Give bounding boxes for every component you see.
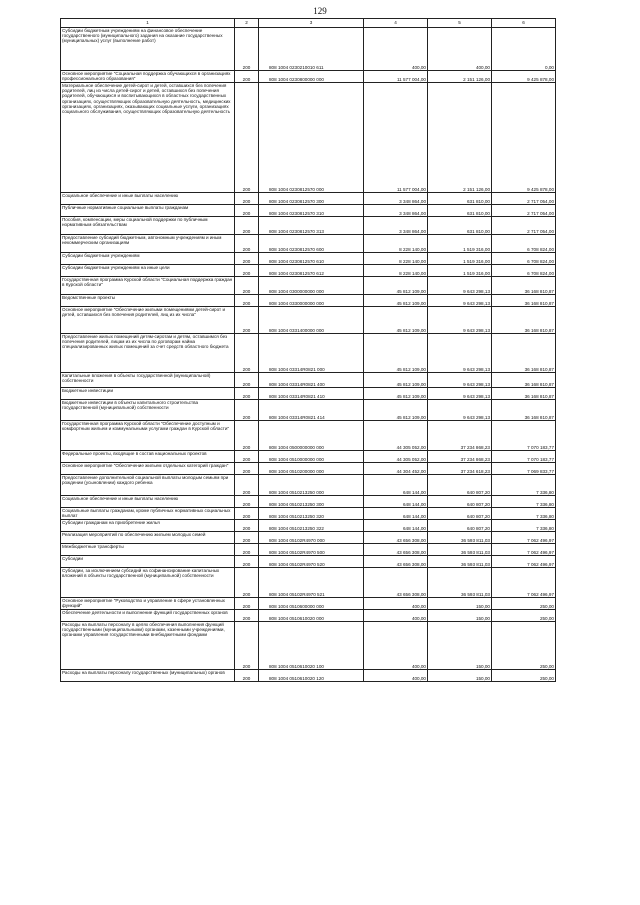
- table-row: [61, 295, 556, 307]
- row-approved: 44 304 452,00: [364, 463, 428, 475]
- table-row: [61, 508, 556, 520]
- row-remaining: 7 070 183,77: [492, 451, 556, 463]
- row-approved: 45 812 109,00: [364, 277, 428, 295]
- row-name: Основное мероприятие "Обеспечение жильем отдельных категорий граждан": [61, 463, 235, 475]
- row-name: Субсидии бюджетным учреждениям: [61, 253, 235, 265]
- row-executed: 36 593 811,03: [428, 544, 492, 556]
- row-executed: 37 234 618,23: [428, 463, 492, 475]
- row-remaining: 7 062 496,97: [492, 532, 556, 544]
- row-name: Предоставление субсидий бюджетным, автономным учреждениям и иным некоммерческим организациям: [61, 235, 235, 253]
- row-name: Социальное обеспечение и иные выплаты населению: [61, 496, 235, 508]
- row-executed: 400,00: [428, 28, 492, 71]
- row-ministry-code: 200: [235, 475, 259, 496]
- row-name: Субсидии гражданам на приобретение жилья: [61, 520, 235, 532]
- row-ministry-code: 200: [235, 388, 259, 400]
- table-row: [61, 532, 556, 544]
- row-remaining: 2 717 054,00: [492, 205, 556, 217]
- header-cell: 6: [492, 19, 556, 28]
- row-budget-code: 808 1004 0230812570 600: [259, 235, 364, 253]
- table-row: [61, 205, 556, 217]
- row-ministry-code: 200: [235, 463, 259, 475]
- row-name: Публичные нормативные социальные выплаты гражданам: [61, 205, 235, 217]
- row-budget-code: 808 1004 0230812570 610: [259, 253, 364, 265]
- row-approved: 648 144,00: [364, 508, 428, 520]
- row-remaining: 36 168 810,87: [492, 307, 556, 334]
- row-approved: 45 812 109,00: [364, 295, 428, 307]
- row-ministry-code: 200: [235, 205, 259, 217]
- row-approved: 400,00: [364, 622, 428, 670]
- row-budget-code: 808 1004 0230812570 300: [259, 193, 364, 205]
- row-ministry-code: 200: [235, 71, 259, 83]
- row-budget-code: 808 1004 05102R4970 520: [259, 556, 364, 568]
- row-name: Государственная программа Курской области "Обеспечение доступным и комфортным жильем и коммунальными услугами граждан в Курской области": [61, 421, 235, 451]
- table-row: [61, 235, 556, 253]
- row-budget-code: 808 1004 0510610020 000: [259, 610, 364, 622]
- row-name: Основное мероприятие "Социальная поддержка обучающихся в организациях профессионального образования": [61, 71, 235, 83]
- row-approved: 8 228 140,00: [364, 235, 428, 253]
- page-number: 129: [313, 6, 327, 16]
- table-row: [61, 334, 556, 373]
- table-row: [61, 421, 556, 451]
- table-row: [61, 451, 556, 463]
- row-name: Федеральные проекты, входящие в состав национальных проектов: [61, 451, 235, 463]
- row-ministry-code: 200: [235, 253, 259, 265]
- row-ministry-code: 200: [235, 520, 259, 532]
- row-approved: 43 656 308,00: [364, 568, 428, 598]
- row-executed: 631 810,00: [428, 217, 492, 235]
- row-approved: 11 577 004,00: [364, 71, 428, 83]
- row-budget-code: 808 1004 0510200000 000: [259, 463, 364, 475]
- row-remaining: 36 168 810,87: [492, 277, 556, 295]
- row-remaining: 250,00: [492, 598, 556, 610]
- row-executed: 640 807,20: [428, 508, 492, 520]
- row-executed: 9 643 298,13: [428, 307, 492, 334]
- row-budget-code: 808 1004 03314R0821 410: [259, 388, 364, 400]
- row-budget-code: 808 1004 05102R4970 500: [259, 544, 364, 556]
- table-row: [61, 520, 556, 532]
- row-remaining: 250,00: [492, 610, 556, 622]
- row-budget-code: 808 1004 0230800000 000: [259, 71, 364, 83]
- row-name: Обеспечение деятельности и выполнение функций государственных органов: [61, 610, 235, 622]
- row-executed: 36 593 811,03: [428, 532, 492, 544]
- row-ministry-code: 200: [235, 556, 259, 568]
- row-name: Основное мероприятие "Обеспечение жилыми помещениями детей-сирот и детей, оставшихся без попечения родителей, лиц из их числа": [61, 307, 235, 334]
- row-remaining: 0,00: [492, 28, 556, 71]
- row-budget-code: 808 1004 03314R0821 414: [259, 400, 364, 421]
- row-approved: 45 812 109,00: [364, 400, 428, 421]
- row-name: Субсидии: [61, 556, 235, 568]
- table-row: [61, 496, 556, 508]
- row-approved: 45 812 109,00: [364, 388, 428, 400]
- row-ministry-code: 200: [235, 568, 259, 598]
- row-name: Социальное обеспечение и иные выплаты населению: [61, 193, 235, 205]
- row-executed: 2 151 126,00: [428, 71, 492, 83]
- row-remaining: 7 336,80: [492, 475, 556, 496]
- row-executed: 9 643 298,13: [428, 277, 492, 295]
- row-executed: 9 643 298,13: [428, 334, 492, 373]
- row-executed: 150,00: [428, 598, 492, 610]
- row-approved: 43 656 308,00: [364, 544, 428, 556]
- row-remaining: 7 336,80: [492, 520, 556, 532]
- row-approved: 44 305 052,00: [364, 451, 428, 463]
- row-executed: 1 519 316,00: [428, 253, 492, 265]
- row-remaining: 2 717 054,00: [492, 193, 556, 205]
- row-budget-code: 808 1004 0500000000 000: [259, 421, 364, 451]
- table-row: [61, 622, 556, 670]
- table-row: [61, 598, 556, 610]
- table-row: [61, 277, 556, 295]
- row-remaining: 7 062 496,97: [492, 568, 556, 598]
- row-budget-code: 808 1004 0300000000 000: [259, 277, 364, 295]
- row-ministry-code: 200: [235, 295, 259, 307]
- row-remaining: 7 336,80: [492, 508, 556, 520]
- row-name: Реализация мероприятий по обеспечению жильем молодых семей: [61, 532, 235, 544]
- row-approved: 45 812 109,00: [364, 334, 428, 373]
- row-budget-code: 808 1004 0230812570 310: [259, 205, 364, 217]
- row-approved: 648 144,00: [364, 520, 428, 532]
- row-executed: 9 643 298,13: [428, 388, 492, 400]
- table-row: [61, 307, 556, 334]
- table-row: [61, 400, 556, 421]
- row-remaining: 36 168 810,87: [492, 388, 556, 400]
- row-remaining: 250,00: [492, 622, 556, 670]
- row-executed: 150,00: [428, 622, 492, 670]
- row-name: Предоставление жилых помещений детям-сиротам и детям, оставшимся без попечения родителей, лицам из их числа по договорам найма специализированных жилых помещений за счет средств областного бюджета: [61, 334, 235, 373]
- row-approved: 45 812 109,00: [364, 307, 428, 334]
- table-row: [61, 475, 556, 496]
- row-executed: 37 234 868,23: [428, 421, 492, 451]
- row-ministry-code: 200: [235, 421, 259, 451]
- row-budget-code: 808 1004 0230812570 000: [259, 83, 364, 193]
- row-ministry-code: 200: [235, 83, 259, 193]
- row-remaining: 36 168 810,87: [492, 400, 556, 421]
- row-executed: 1 519 316,00: [428, 265, 492, 277]
- row-executed: 150,00: [428, 610, 492, 622]
- row-ministry-code: 200: [235, 670, 259, 682]
- row-budget-code: 808 1004 03314R0821 000: [259, 334, 364, 373]
- row-name: Субсидии бюджетным учреждениям на иные цели: [61, 265, 235, 277]
- row-ministry-code: 200: [235, 193, 259, 205]
- table-row: [61, 71, 556, 83]
- row-executed: 631 810,00: [428, 193, 492, 205]
- row-budget-code: 808 1004 0510610020 100: [259, 622, 364, 670]
- row-remaining: 7 062 496,97: [492, 556, 556, 568]
- row-budget-code: 808 1004 05102R4970 000: [259, 532, 364, 544]
- row-budget-code: 808 1004 0230812570 313: [259, 217, 364, 235]
- header-cell: 5: [428, 19, 492, 28]
- row-approved: 400,00: [364, 610, 428, 622]
- row-remaining: 7 069 833,77: [492, 463, 556, 475]
- table-row: [61, 193, 556, 205]
- row-name: Ведомственные проекты: [61, 295, 235, 307]
- row-ministry-code: 200: [235, 544, 259, 556]
- table-row: [61, 670, 556, 682]
- row-executed: 1 519 316,00: [428, 235, 492, 253]
- row-executed: 150,00: [428, 670, 492, 682]
- row-remaining: 6 708 824,00: [492, 235, 556, 253]
- row-approved: 45 812 109,00: [364, 373, 428, 388]
- row-executed: 9 643 298,13: [428, 400, 492, 421]
- row-budget-code: 808 1004 0510213250 322: [259, 520, 364, 532]
- row-ministry-code: 200: [235, 334, 259, 373]
- table-header-row: [61, 19, 556, 28]
- row-ministry-code: 200: [235, 508, 259, 520]
- row-executed: 631 810,00: [428, 205, 492, 217]
- row-ministry-code: 200: [235, 373, 259, 388]
- row-budget-code: 808 1004 0510000000 000: [259, 451, 364, 463]
- row-name: Социальные выплаты гражданам, кроме публичных нормативных социальных выплат: [61, 508, 235, 520]
- row-name: Межбюджетные трансферты: [61, 544, 235, 556]
- row-approved: 648 144,00: [364, 496, 428, 508]
- row-remaining: 7 336,80: [492, 496, 556, 508]
- row-approved: 400,00: [364, 598, 428, 610]
- row-approved: 3 348 864,00: [364, 217, 428, 235]
- row-budget-code: 808 1004 0331400000 000: [259, 307, 364, 334]
- row-executed: 640 807,20: [428, 475, 492, 496]
- row-remaining: 36 168 810,87: [492, 295, 556, 307]
- table-row: [61, 568, 556, 598]
- row-approved: 43 656 308,00: [364, 532, 428, 544]
- row-budget-code: 808 1004 0330000000 000: [259, 295, 364, 307]
- row-approved: 3 348 864,00: [364, 205, 428, 217]
- row-executed: 2 151 126,00: [428, 83, 492, 193]
- row-ministry-code: 200: [235, 598, 259, 610]
- header-cell: 4: [364, 19, 428, 28]
- row-name: Государственная программа Курской области "Социальная поддержка граждан в Курской области": [61, 277, 235, 295]
- row-name: Пособия, компенсации, меры социальной поддержки по публичным нормативным обязательствам: [61, 217, 235, 235]
- row-remaining: 36 168 810,87: [492, 334, 556, 373]
- row-approved: 43 656 308,00: [364, 556, 428, 568]
- row-remaining: 6 708 824,00: [492, 253, 556, 265]
- table-row: [61, 556, 556, 568]
- header-cell: 1: [61, 19, 235, 28]
- row-name: Бюджетные инвестиции: [61, 388, 235, 400]
- header-cell: 3: [259, 19, 364, 28]
- row-ministry-code: 200: [235, 451, 259, 463]
- row-name: Предоставление дополнительной социальной выплаты молодым семьям при рождении (усыновлении) каждого ребенка: [61, 475, 235, 496]
- row-remaining: 36 168 810,87: [492, 373, 556, 388]
- row-executed: 9 643 298,13: [428, 373, 492, 388]
- row-remaining: 9 425 878,00: [492, 71, 556, 83]
- row-executed: 37 234 868,23: [428, 451, 492, 463]
- row-executed: 640 807,20: [428, 496, 492, 508]
- table-row: [61, 544, 556, 556]
- row-executed: 36 593 811,03: [428, 556, 492, 568]
- table-row: [61, 265, 556, 277]
- row-ministry-code: 200: [235, 610, 259, 622]
- row-executed: 36 593 811,03: [428, 568, 492, 598]
- row-executed: 9 643 298,13: [428, 295, 492, 307]
- row-approved: 400,00: [364, 670, 428, 682]
- row-name: Бюджетные инвестиции в объекты капитального строительства государственной (муниципальной) собственности: [61, 400, 235, 421]
- row-ministry-code: 200: [235, 307, 259, 334]
- row-budget-code: 808 1004 05102R4970 521: [259, 568, 364, 598]
- row-name: Расходы на выплаты персоналу государственных (муниципальных) органов: [61, 670, 235, 682]
- row-ministry-code: 200: [235, 622, 259, 670]
- table-row: [61, 388, 556, 400]
- row-executed: 640 807,20: [428, 520, 492, 532]
- row-ministry-code: 200: [235, 28, 259, 71]
- row-budget-code: 808 1004 0510213250 000: [259, 475, 364, 496]
- row-name: Субсидии бюджетным учреждениям на финансовое обеспечение государственного (муниципального) задания на оказание государственных (муниципальных) услуг (выполнение работ): [61, 28, 235, 71]
- row-name: Расходы на выплаты персоналу в целях обеспечения выполнения функций государственными (муниципальными) органами, казенными учреждениями, органами управления государственными внебюджетными фондами: [61, 622, 235, 670]
- row-budget-code: 808 1004 03314R0821 400: [259, 373, 364, 388]
- row-budget-code: 808 1004 0510600000 000: [259, 598, 364, 610]
- row-name: Капитальные вложения в объекты государственной (муниципальной) собственности: [61, 373, 235, 388]
- row-approved: 44 305 052,00: [364, 421, 428, 451]
- row-budget-code: 808 1004 0510213250 320: [259, 508, 364, 520]
- row-ministry-code: 200: [235, 217, 259, 235]
- row-remaining: 9 425 878,00: [492, 83, 556, 193]
- row-ministry-code: 200: [235, 532, 259, 544]
- table-row: [61, 217, 556, 235]
- row-name: Основное мероприятие "Руководство и управление в сфере установленных функций": [61, 598, 235, 610]
- table-row: [61, 463, 556, 475]
- table-row: [61, 83, 556, 193]
- row-budget-code: 808 1004 0230812570 612: [259, 265, 364, 277]
- table-row: [61, 28, 556, 71]
- row-remaining: 7 062 496,97: [492, 544, 556, 556]
- row-remaining: 2 717 054,00: [492, 217, 556, 235]
- row-budget-code: 808 1004 0510213250 300: [259, 496, 364, 508]
- row-name: Субсидии, за исключением субсидий на софинансирование капитальных вложений в объекты государственной (муниципальной) собственности: [61, 568, 235, 598]
- row-ministry-code: 200: [235, 400, 259, 421]
- row-ministry-code: 200: [235, 277, 259, 295]
- row-approved: 3 348 864,00: [364, 193, 428, 205]
- row-approved: 400,00: [364, 28, 428, 71]
- row-approved: 11 577 004,00: [364, 83, 428, 193]
- row-ministry-code: 200: [235, 265, 259, 277]
- row-budget-code: 808 1004 0510610020 120: [259, 670, 364, 682]
- row-name: Материальное обеспечение детей-сирот и детей, оставшихся без попечения родителей, лиц из числа детей-сирот и детей, оставшихся без попечения родителей, обучающихся и воспитывающихся в областных государственных организациях, осуществляющих образовательную деятельность, медицинских организациях, организациях, оказывающих социальные услуги, организациях социального обслуживания, осуществляющих образовательную деятельность: [61, 83, 235, 193]
- budget-table: [60, 18, 556, 682]
- row-ministry-code: 200: [235, 496, 259, 508]
- row-remaining: 250,00: [492, 670, 556, 682]
- row-remaining: 7 070 183,77: [492, 421, 556, 451]
- row-budget-code: 808 1004 0230210010 611: [259, 28, 364, 71]
- table-row: [61, 253, 556, 265]
- row-ministry-code: 200: [235, 235, 259, 253]
- row-remaining: 6 708 824,00: [492, 265, 556, 277]
- table-row: [61, 373, 556, 388]
- header-cell: 2: [235, 19, 259, 28]
- row-approved: 8 228 140,00: [364, 265, 428, 277]
- row-approved: 8 228 140,00: [364, 253, 428, 265]
- table-row: [61, 610, 556, 622]
- row-approved: 648 144,00: [364, 475, 428, 496]
